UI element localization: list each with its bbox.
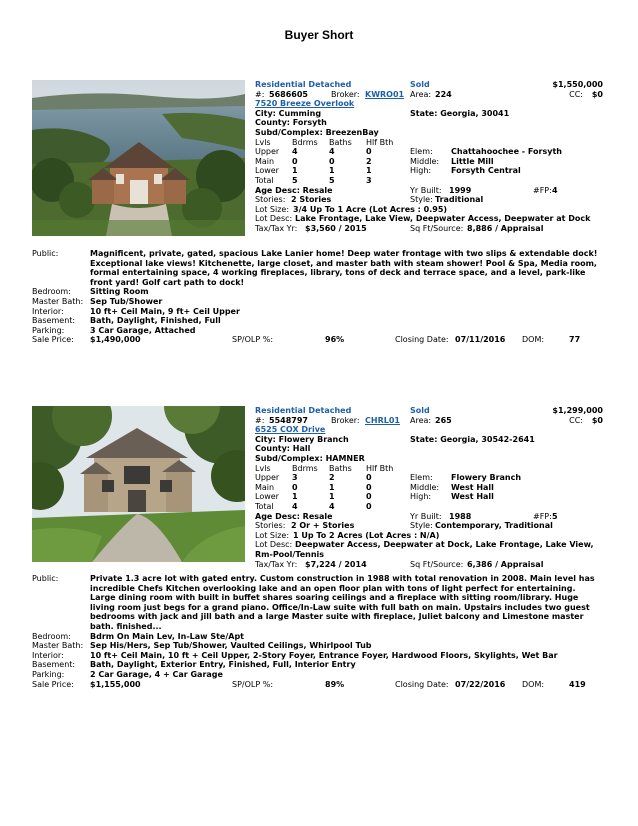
lot-desc-label: Lot Desc: (255, 540, 293, 550)
closing-date-value: 07/22/2016 (455, 679, 506, 689)
level-half-baths: 2 (366, 156, 372, 166)
area-value: 224 (435, 89, 452, 99)
dom-label: DOM: (522, 679, 545, 689)
detail-label: Bedroom: (32, 631, 71, 641)
sqft-label: Sq Ft/Source: (410, 223, 464, 233)
dom-value: 419 (569, 679, 586, 689)
public-label: Public: (32, 249, 59, 258)
detail-label: Interior: (32, 650, 64, 660)
cc-label: CC: (569, 89, 583, 99)
level-name: Total (255, 501, 274, 511)
lot-size-value: 3/4 Up To 1 Acre (Lot Acres : 0.95) (293, 204, 448, 214)
tax-label: Tax/Tax Yr: (255, 223, 298, 233)
cc-label: CC: (569, 415, 583, 425)
closing-date-label: Closing Date: (395, 335, 449, 345)
cc-value: $0 (591, 89, 603, 99)
sp-olp-label: SP/OLP %: (232, 679, 274, 689)
area-label: Area: (410, 89, 432, 99)
detail-value: 3 Car Garage, Attached (90, 325, 196, 335)
style-label: Style: (410, 521, 433, 531)
cc-value: $0 (591, 415, 603, 425)
level-half-baths: 1 (366, 166, 372, 176)
sp-olp-label: SP/OLP %: (232, 335, 274, 345)
level-bedrooms: 3 (292, 473, 298, 483)
level-half-baths: 0 (366, 492, 372, 502)
detail-value: Bath, Daylight, Exterior Entry, Finished, Full, Interior Entry (90, 660, 356, 670)
level-baths: 1 (329, 166, 335, 176)
state: State: Georgia, 30542-2641 (410, 434, 535, 444)
level-bedrooms: 4 (292, 501, 298, 511)
level-name: Lower (255, 492, 279, 502)
closing-date-label: Closing Date: (395, 679, 449, 689)
sale-summary (32, 335, 607, 345)
detail-label: Master Bath: (32, 641, 84, 651)
level-baths: 1 (329, 482, 335, 492)
lot-size-label: Lot Size: (255, 204, 290, 214)
level-half-baths: 0 (366, 473, 372, 483)
detail-value: Sitting Room (90, 287, 149, 297)
detail-value: 10 ft+ Ceil Main, 10 ft + Ceil Upper, 2-Story Foyer, Entrance Foyer, Hardwood Floors, Skylights, Wet Bar (90, 650, 558, 660)
status-badge: Sold (410, 80, 430, 89)
level-name: Total (255, 175, 274, 185)
yr-built-value: 1988 (449, 511, 472, 521)
level-baths: 1 (329, 492, 335, 502)
broker-label: Broker: (331, 415, 360, 425)
stories-value: 2 Stories (291, 195, 332, 205)
sale-price-label: Sale Price: (32, 335, 74, 345)
lot-desc-value: Deepwater Access, Deepwater at Dock, Lake Frontage, Lake View, (295, 540, 594, 550)
stories-value: 2 Or + Stories (291, 521, 355, 531)
sqft-value: 8,886 / Appraisal (467, 223, 544, 233)
detail-label: Basement: (32, 316, 76, 326)
level-name: Upper (255, 473, 280, 483)
school-value: Forsyth Central (451, 166, 521, 176)
detail-value: 2 Car Garage, 4 + Car Garage (90, 669, 223, 679)
detail-label: Parking: (32, 669, 65, 679)
detail-label: Interior: (32, 306, 64, 316)
county: County: Forsyth (255, 118, 327, 128)
remark-line: bath. finished... (90, 621, 162, 631)
listing-remarks (32, 574, 607, 689)
style-value: Contemporary, Traditional (435, 521, 553, 531)
level-half-baths: 0 (366, 147, 372, 157)
tax-label: Tax/Tax Yr: (255, 559, 298, 569)
detail-value: Sep Tub/Shower (90, 296, 163, 306)
remark-line: living room just begs for a grand piano. Office/In-Law suite with full bath on main. Upstairs includes two guest (90, 602, 590, 612)
lvls-header: Lvls (255, 463, 271, 473)
mls-label: #: (255, 415, 265, 425)
school-label: Middle: (410, 482, 440, 492)
sale-price-value: $1,155,000 (90, 679, 141, 689)
half-bath-header: Hlf Bth (366, 137, 394, 147)
detail-label: Master Bath: (32, 296, 84, 306)
sale-summary (32, 680, 607, 690)
baths-header: Baths (329, 463, 352, 473)
list-price: $1,299,000 (552, 406, 603, 415)
public-remarks (90, 574, 607, 632)
school-value: Little Mill (451, 156, 494, 166)
broker-link[interactable]: KWRO01 (365, 89, 405, 99)
mls-number: 5686605 (269, 89, 308, 99)
fireplace-value: 5 (552, 511, 558, 521)
school-label: Elem: (410, 473, 433, 483)
yr-built-label: Yr Built: (410, 185, 442, 195)
remark-line: Large dining room with built in buffet shares soaring ceilings and a fireplace with sitting room/library. Huge (90, 593, 579, 603)
detail-value: Bdrm On Main Lev, In-Law Ste/Apt (90, 631, 245, 641)
listing-remarks (32, 249, 607, 345)
school-label: Middle: (410, 156, 440, 166)
detail-label: Basement: (32, 660, 76, 670)
closing-date-value: 07/11/2016 (455, 335, 506, 345)
public-remarks (90, 249, 607, 287)
listing-facts (255, 406, 603, 569)
sale-price-value: $1,490,000 (90, 335, 141, 345)
lake-house-photo-icon (32, 80, 245, 236)
county: County: Hall (255, 444, 311, 454)
lvls-header: Lvls (255, 137, 271, 147)
detail-value: 10 ft+ Ceil Main, 9 ft+ Ceil Upper (90, 306, 240, 316)
yr-built-label: Yr Built: (410, 511, 442, 521)
broker-label: Broker: (331, 89, 360, 99)
level-baths: 5 (329, 175, 335, 185)
style-label: Style: (410, 195, 433, 205)
bdrms-header: Bdrms (292, 137, 318, 147)
level-bedrooms: 0 (292, 482, 298, 492)
sqft-value: 6,386 / Appraisal (467, 559, 544, 569)
lot-size-value: 1 Up To 2 Acres (Lot Acres : N/A) (293, 530, 440, 540)
tax-value: $7,224 / 2014 (305, 559, 367, 569)
level-baths: 2 (329, 473, 335, 483)
lot-desc-value-cont: Rm-Pool/Tennis (255, 549, 325, 559)
sqft-label: Sq Ft/Source: (410, 559, 464, 569)
lot-desc-label: Lot Desc: (255, 214, 293, 224)
level-half-baths: 3 (366, 175, 372, 185)
level-half-baths: 0 (366, 482, 372, 492)
school-label: High: (410, 166, 432, 176)
lot-desc-value: Lake Frontage, Lake View, Deepwater Access, Deepwater at Dock (295, 214, 591, 224)
listing-facts (255, 80, 603, 234)
school-value: West Hall (451, 482, 494, 492)
address-link[interactable]: 7520 Breeze Overlook (255, 99, 355, 109)
list-price: $1,550,000 (552, 80, 603, 89)
fireplace-value: 4 (552, 185, 558, 195)
broker-link[interactable]: CHRL01 (365, 415, 400, 425)
detail-label: Parking: (32, 325, 65, 335)
yr-built-value: 1999 (449, 185, 472, 195)
style-value: Traditional (435, 195, 484, 205)
status-badge: Sold (410, 406, 430, 415)
property-type: Residential Detached (255, 406, 352, 415)
property-type: Residential Detached (255, 80, 352, 89)
level-name: Upper (255, 147, 280, 157)
contemporary-house-photo-icon (32, 406, 245, 562)
city: City: Flowery Branch (255, 434, 349, 444)
tax-value: $3,560 / 2015 (305, 223, 367, 233)
detail-value: Sep His/Hers, Sep Tub/Shower, Vaulted Ceilings, Whirlpool Tub (90, 641, 372, 651)
level-baths: 4 (329, 501, 335, 511)
school-label: High: (410, 492, 432, 502)
fireplace-label: #FP: (533, 511, 552, 521)
detail-value: Bath, Daylight, Finished, Full (90, 316, 221, 326)
city: City: Cumming (255, 108, 322, 118)
level-name: Main (255, 156, 275, 166)
level-bedrooms: 1 (292, 492, 298, 502)
level-bedrooms: 4 (292, 147, 298, 157)
school-value: Chattahoochee - Forsyth (451, 147, 562, 157)
bdrms-header: Bdrms (292, 463, 318, 473)
detail-label: Bedroom: (32, 287, 71, 297)
stories-label: Stories: (255, 521, 286, 531)
page-title: Buyer Short (284, 28, 354, 42)
remark-line: front yard! Golf cart path to dock! (90, 277, 245, 287)
mls-label: #: (255, 89, 265, 99)
remark-line: Magnificent, private, gated, spacious Lake Lanier home! Deep water frontage with two slips & extendable dock! (90, 249, 598, 258)
level-bedrooms: 0 (292, 156, 298, 166)
school-label: Elem: (410, 147, 433, 157)
remark-line: formal entertaining space, 4 working fireplaces, library, tons of deck and terrace space, and a level, park-like (90, 268, 586, 278)
sp-olp-value: 89% (325, 679, 345, 689)
level-baths: 0 (329, 156, 335, 166)
level-bedrooms: 5 (292, 175, 298, 185)
school-value: Flowery Branch (451, 473, 522, 483)
address-link[interactable]: 6525 COX Drive (255, 425, 326, 435)
fireplace-label: #FP: (533, 185, 552, 195)
level-half-baths: 0 (366, 501, 372, 511)
area-value: 265 (435, 415, 452, 425)
level-baths: 4 (329, 147, 335, 157)
sale-price-label: Sale Price: (32, 679, 74, 689)
state: State: Georgia, 30041 (410, 108, 510, 118)
level-bedrooms: 1 (292, 166, 298, 176)
school-value: West Hall (451, 492, 494, 502)
age-desc: Age Desc: Resale (255, 511, 333, 521)
remark-line: Private 1.3 acre lot with gated entry. Custom construction in 1988 with total renovation in 2008. Main level has (90, 574, 595, 583)
lot-size-label: Lot Size: (255, 530, 290, 540)
remark-line: Exceptional lake views! Kitchenette, large closet, and master bath with steam shower! Pool & Spa, Media room, (90, 258, 597, 268)
listing-photo-contemporary-house (32, 406, 245, 562)
age-desc: Age Desc: Resale (255, 185, 333, 195)
half-bath-header: Hlf Bth (366, 463, 394, 473)
stories-label: Stories: (255, 195, 286, 205)
subdivision: Subd/Complex: HAMNER (255, 453, 365, 463)
dom-label: DOM: (522, 335, 545, 345)
area-label: Area: (410, 415, 432, 425)
public-label: Public: (32, 574, 59, 583)
level-name: Lower (255, 166, 279, 176)
mls-number: 5548797 (269, 415, 308, 425)
remark-line: incredible Chefs Kitchen overlooking lake and an open floor plan with tons of light perfect for entertaining. (90, 583, 576, 593)
sp-olp-value: 96% (325, 335, 345, 345)
level-name: Main (255, 482, 275, 492)
dom-value: 77 (569, 335, 581, 345)
listing-photo-lake-house (32, 80, 245, 236)
remark-line: bedrooms with jack and jill bath and a large Master suite with fireplace, Juliet balcony and Limestone master (90, 612, 584, 622)
baths-header: Baths (329, 137, 352, 147)
subdivision: Subd/Complex: BreezenBay (255, 127, 379, 137)
